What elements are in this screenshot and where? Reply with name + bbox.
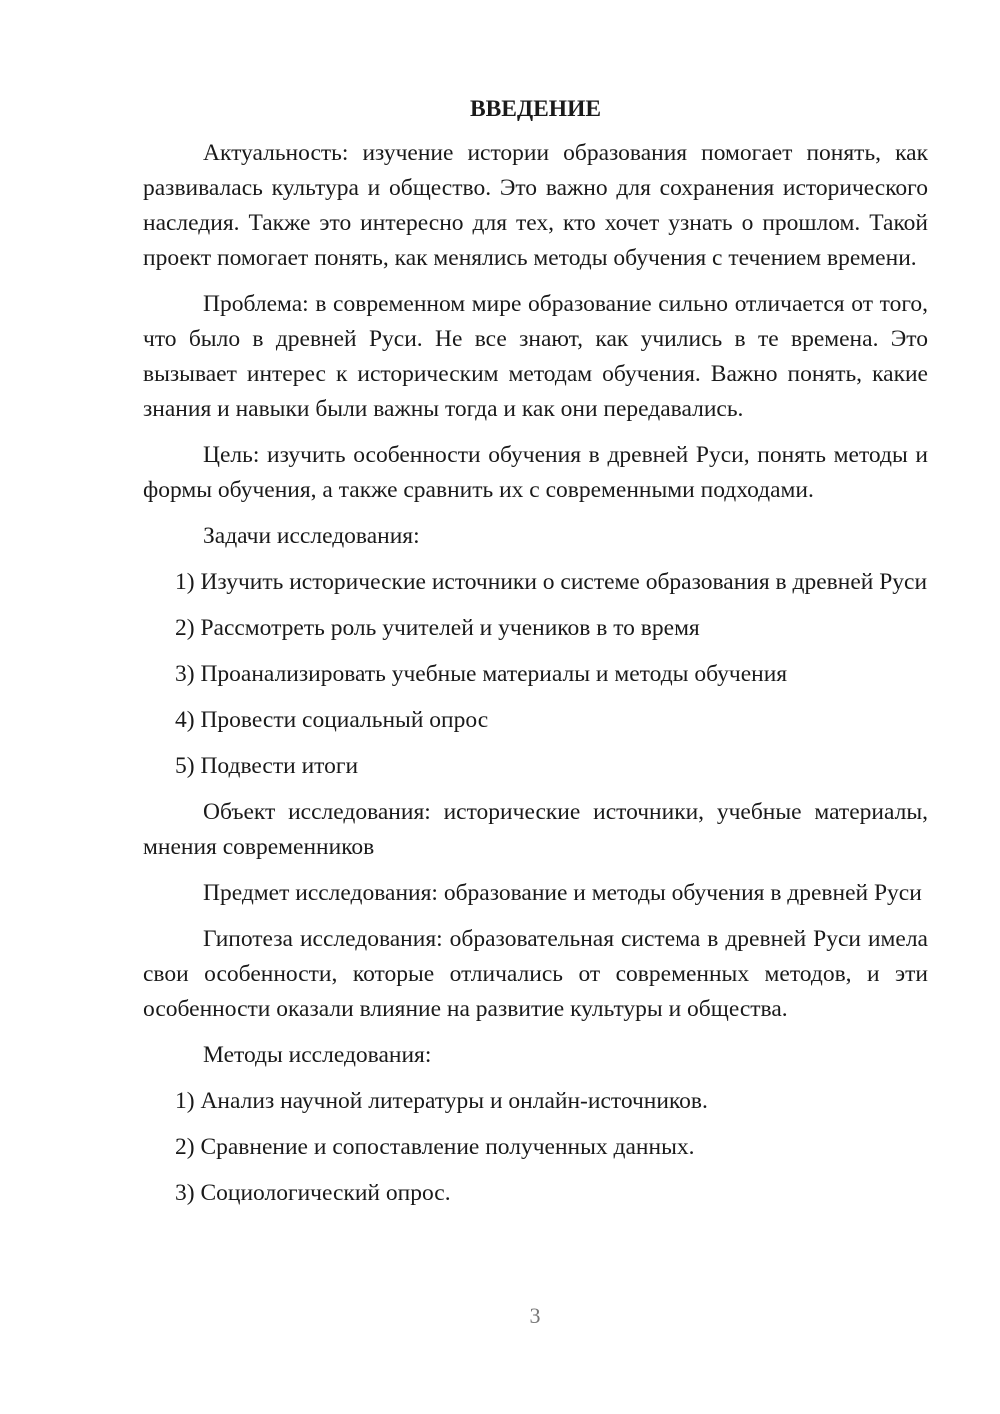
subject-paragraph: Предмет исследования: образование и методы обучения в древней Руси <box>203 880 922 906</box>
tasks-heading: Задачи исследования: <box>203 523 420 549</box>
problem-paragraph: Проблема: в современном мире образование сильно отличается от того, что было в древней Руси. Не все знают, как учились в те времена. Это вызывает интерес к историческим методам обучения. Важно понять, какие знания и навыки были важны тогда и как они передавались. <box>143 291 928 422</box>
page-title: ВВЕДЕНИЕ <box>469 96 602 122</box>
method-item: 1) Анализ научной литературы и онлайн-источников. <box>175 1088 708 1114</box>
tasks-list <box>143 565 928 784</box>
task-item: 2) Рассмотреть роль учителей и учеников в то время <box>175 615 700 641</box>
hypothesis-paragraph: Гипотеза исследования: образовательная система в древней Руси имела свои особенности, которые отличались от современных методов, и эти особенности оказали влияние на развитие культуры и общества. <box>143 926 928 1022</box>
task-item: 5) Подвести итоги <box>175 753 359 779</box>
method-item: 3) Социологический опрос. <box>175 1180 451 1206</box>
goal-paragraph: Цель: изучить особенности обучения в древней Руси, понять методы и формы обучения, а также сравнить их с современными подходами. <box>143 442 928 503</box>
task-item: 4) Провести социальный опрос <box>175 707 489 733</box>
task-item: 1) Изучить исторические источники о системе образования в древней Руси <box>175 569 928 595</box>
methods-heading: Методы исследования: <box>203 1042 432 1068</box>
methods-list <box>143 1084 928 1211</box>
page-number: 3 <box>529 1303 541 1328</box>
relevance-paragraph: Актуальность: изучение истории образования помогает понять, как развивалась культура и общество. Это важно для сохранения исторического наследия. Также это интересно для тех, кто хочет узнать о прошлом. Такой проект помогает понять, как менялись методы обучения с течением времени. <box>143 140 928 271</box>
method-item: 2) Сравнение и сопоставление полученных данных. <box>175 1134 695 1160</box>
document-page <box>143 92 928 1222</box>
task-item: 3) Проанализировать учебные материалы и методы обучения <box>175 661 788 687</box>
object-paragraph: Объект исследования: исторические источники, учебные материалы, мнения современников <box>143 799 928 860</box>
